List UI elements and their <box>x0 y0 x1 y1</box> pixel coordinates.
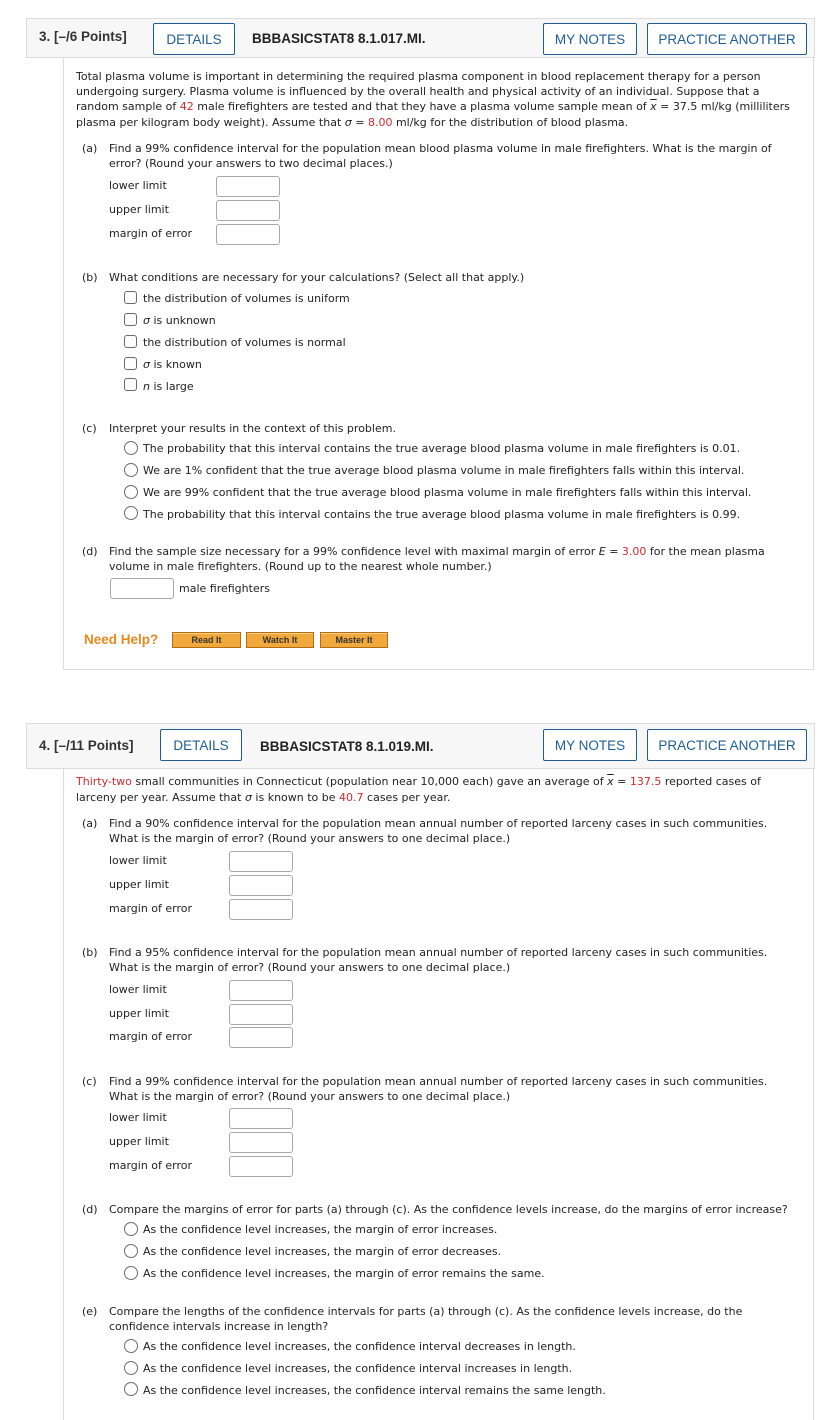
q3-part-a-label: (a) <box>82 142 98 155</box>
q4-community-count: Thirty-two <box>76 775 132 788</box>
q4-my-notes-button[interactable]: MY NOTES <box>543 729 637 761</box>
q3-part-d-line1: Find the sample size necessary for a 99% confidence level with maximal margin of error E = 3.00 for the mean plasma <box>109 545 765 558</box>
q4-part-c-line2: What is the margin of error? (Round your answers to one decimal place.) <box>109 1090 511 1103</box>
q3-master-it-button[interactable]: Master It <box>320 632 388 648</box>
q4-intro-line2: larceny per year. Assume that σ is known to be 40.7 cases per year. <box>76 791 451 804</box>
q3c-radio-3[interactable] <box>124 485 138 499</box>
q3-sample-size: 42 <box>179 100 194 113</box>
q4c-lower-limit-input[interactable] <box>229 1108 293 1129</box>
q4c-lower-limit-label: lower limit <box>109 1111 167 1124</box>
q4b-lower-limit-input[interactable] <box>229 980 293 1001</box>
q4b-lower-limit-label: lower limit <box>109 983 167 996</box>
q3c-radio-2[interactable] <box>124 463 138 477</box>
q3b-checkbox-sigma-unknown[interactable] <box>124 313 137 326</box>
q4d-radio-1[interactable] <box>124 1222 138 1236</box>
q3b-checkbox-sigma-known[interactable] <box>124 357 137 370</box>
q4-part-c-line1: Find a 99% confidence interval for the population mean annual number of reported larceny cases in such communities. <box>109 1075 768 1088</box>
q3a-lower-limit-label: lower limit <box>109 179 167 192</box>
q3-read-it-button[interactable]: Read It <box>172 632 241 648</box>
q3-part-a-line1: Find a 99% confidence interval for the population mean blood plasma volume in male firefighters. What is the margin of <box>109 142 772 155</box>
q3a-upper-limit-input[interactable] <box>216 200 280 221</box>
q3-watch-it-button[interactable]: Watch It <box>246 632 314 648</box>
q3b-option-n-large: n is large <box>143 380 194 393</box>
q4-problem-code: BBBASICSTAT8 8.1.019.MI. <box>260 739 434 754</box>
q4d-option-3: As the confidence level increases, the margin of error remains the same. <box>143 1267 545 1280</box>
q4a-margin-of-error-input[interactable] <box>229 899 293 920</box>
q3a-margin-of-error-label: margin of error <box>109 227 193 240</box>
q4a-lower-limit-label: lower limit <box>109 854 167 867</box>
q3-part-b-label: (b) <box>82 271 98 284</box>
q3-part-c-label: (c) <box>82 422 97 435</box>
q4-details-button[interactable]: DETAILS <box>160 729 242 761</box>
q4c-upper-limit-label: upper limit <box>109 1135 169 1148</box>
q4-intro-line1: Thirty-two small communities in Connecticut (population near 10,000 each) gave an average of $\overline{x} = 137.5$ reported cases of <box>76 775 761 788</box>
q4c-margin-of-error-label: margin of error <box>109 1159 193 1172</box>
q3-part-a-line2: error? (Round your answers to two decimal places.) <box>109 157 393 170</box>
q3-part-d-line2: volume in male firefighters. (Round up to the nearest whole number.) <box>109 560 492 573</box>
q3-intro-line3: random sample of 42 male firefighters are tested and that they have a plasma volume sample mean of $\overline{x} = 37.5$ ml/kg (milliliters <box>76 100 790 113</box>
q3-header <box>26 18 815 58</box>
q4d-radio-3[interactable] <box>124 1266 138 1280</box>
q3-part-c-question: Interpret your results in the context of this problem. <box>109 422 396 435</box>
q3-intro-line2: undergoing surgery. Plasma volume is influenced by the overall health and physical activity of an individual. Suppose that a <box>76 85 760 98</box>
q3b-checkbox-normal[interactable] <box>124 335 137 348</box>
q4-part-a-line1: Find a 90% confidence interval for the population mean annual number of reported larceny cases in such communities. <box>109 817 768 830</box>
q3b-option-sigma-known: σ is known <box>143 358 202 371</box>
q3a-margin-of-error-input[interactable] <box>216 224 280 245</box>
q4-part-e-label: (e) <box>82 1305 98 1318</box>
q4c-upper-limit-input[interactable] <box>229 1132 293 1153</box>
q3b-option-uniform: the distribution of volumes is uniform <box>143 292 350 305</box>
q3-problem-code: BBBASICSTAT8 8.1.017.MI. <box>252 31 426 46</box>
q3-need-help-label: Need Help? <box>84 632 159 647</box>
q4a-lower-limit-input[interactable] <box>229 851 293 872</box>
q4-practice-another-button[interactable]: PRACTICE ANOTHER <box>647 729 807 761</box>
q4d-radio-2[interactable] <box>124 1244 138 1258</box>
q4-part-e-line2: confidence intervals increase in length? <box>109 1320 329 1333</box>
q3c-radio-1[interactable] <box>124 441 138 455</box>
q3-my-notes-button[interactable]: MY NOTES <box>543 23 637 55</box>
q4-number-points: 4. [–/11 Points] <box>39 738 134 753</box>
q3-details-button[interactable]: DETAILS <box>153 23 235 55</box>
q3-part-b-question: What conditions are necessary for your calculations? (Select all that apply.) <box>109 271 525 284</box>
q4-part-a-label: (a) <box>82 817 98 830</box>
q3b-option-sigma-unknown: σ is unknown <box>143 314 216 327</box>
q3b-option-normal: the distribution of volumes is normal <box>143 336 346 349</box>
q4e-option-2: As the confidence level increases, the confidence interval increases in length. <box>143 1362 573 1375</box>
q3d-sample-size-input[interactable] <box>110 578 174 599</box>
q4-mean-value: 137.5 <box>629 775 662 788</box>
q3-intro-line1: Total plasma volume is important in determining the required plasma component in blood replacement therapy for a person <box>76 70 761 83</box>
q4b-margin-of-error-input[interactable] <box>229 1027 293 1048</box>
q3a-upper-limit-label: upper limit <box>109 203 169 216</box>
q4c-margin-of-error-input[interactable] <box>229 1156 293 1177</box>
q4b-margin-of-error-label: margin of error <box>109 1030 193 1043</box>
q4-part-a-line2: What is the margin of error? (Round your answers to one decimal place.) <box>109 832 511 845</box>
q3c-option-2: We are 1% confident that the true average blood plasma volume in male firefighters falls within this interval. <box>143 464 745 477</box>
q3d-margin-value: 3.00 <box>621 545 647 558</box>
q4e-radio-2[interactable] <box>124 1361 138 1375</box>
q4e-option-1: As the confidence level increases, the confidence interval decreases in length. <box>143 1340 576 1353</box>
q3a-lower-limit-input[interactable] <box>216 176 280 197</box>
q4d-option-1: As the confidence level increases, the margin of error increases. <box>143 1223 498 1236</box>
q3c-option-3: We are 99% confident that the true average blood plasma volume in male firefighters falls within this interval. <box>143 486 752 499</box>
q4-part-b-label: (b) <box>82 946 98 959</box>
q4e-radio-3[interactable] <box>124 1382 138 1396</box>
q4-part-e-line1: Compare the lengths of the confidence intervals for parts (a) through (c). As the confidence levels increase, do the <box>109 1305 743 1318</box>
q3c-radio-4[interactable] <box>124 506 138 520</box>
q4-part-b-line1: Find a 95% confidence interval for the population mean annual number of reported larceny cases in such communities. <box>109 946 768 959</box>
q3c-option-4: The probability that this interval contains the true average blood plasma volume in male firefighters is 0.99. <box>143 508 741 521</box>
q3-intro-line4: plasma per kilogram body weight). Assume that σ = 8.00 ml/kg for the distribution of blood plasma. <box>76 116 629 129</box>
q4e-radio-1[interactable] <box>124 1339 138 1353</box>
q3-number-points: 3. [–/6 Points] <box>39 29 127 44</box>
q3-part-d-label: (d) <box>82 545 98 558</box>
q4-part-d-question: Compare the margins of error for parts (a) through (c). As the confidence levels increase, do the margins of error increase? <box>109 1203 788 1216</box>
q4-part-b-line2: What is the margin of error? (Round your answers to one decimal place.) <box>109 961 511 974</box>
q4a-upper-limit-input[interactable] <box>229 875 293 896</box>
q3-sigma-value: 8.00 <box>367 116 393 129</box>
q3d-unit-label: male firefighters <box>179 582 270 595</box>
q4-part-c-label: (c) <box>82 1075 97 1088</box>
q4e-option-3: As the confidence level increases, the confidence interval remains the same length. <box>143 1384 606 1397</box>
q4b-upper-limit-label: upper limit <box>109 1007 169 1020</box>
q4-sigma-value: 40.7 <box>339 791 364 804</box>
q3b-checkbox-n-large[interactable] <box>124 378 137 391</box>
q3-practice-another-button[interactable]: PRACTICE ANOTHER <box>647 23 807 55</box>
q3b-checkbox-uniform[interactable] <box>124 291 137 304</box>
q4-header <box>26 723 815 769</box>
q4-part-d-label: (d) <box>82 1203 98 1216</box>
q3c-option-1: The probability that this interval contains the true average blood plasma volume in male firefighters is 0.01. <box>143 442 741 455</box>
q4a-margin-of-error-label: margin of error <box>109 902 193 915</box>
q4a-upper-limit-label: upper limit <box>109 878 169 891</box>
q4d-option-2: As the confidence level increases, the margin of error decreases. <box>143 1245 502 1258</box>
q4b-upper-limit-input[interactable] <box>229 1004 293 1025</box>
